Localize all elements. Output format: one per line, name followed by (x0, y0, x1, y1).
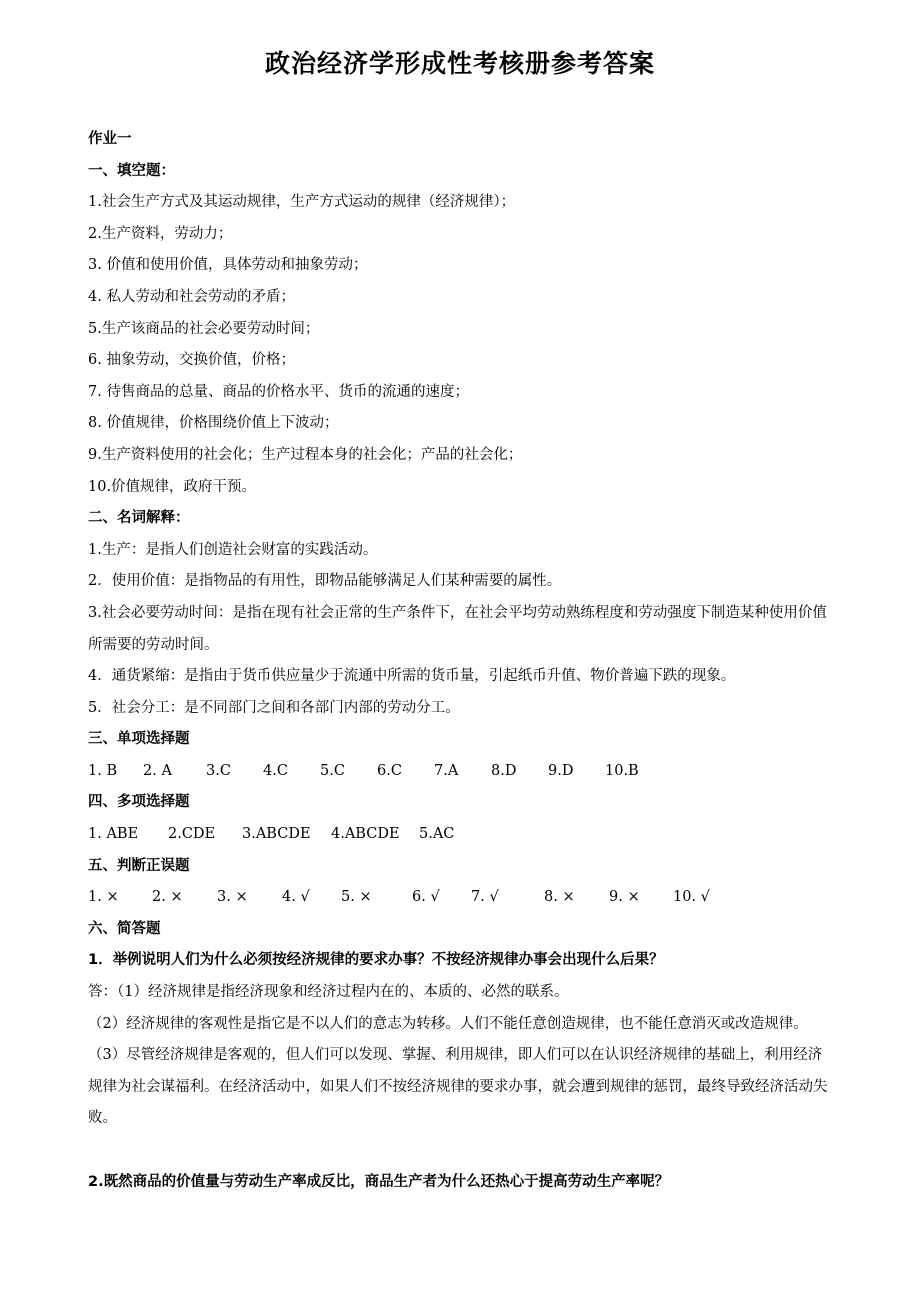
question-2: 2.既然商品的价值量与劳动生产率成反比，商品生产者为什么还热心于提高劳动生产率呢？ (88, 1173, 670, 1190)
assignment-heading: 作业一 (88, 131, 132, 147)
fill-blank-heading: 一、填空题： (88, 162, 175, 179)
answer-item: 7. √ (471, 889, 499, 906)
multi-choice-answers (88, 819, 833, 851)
term-item: 4．通货紧缩：是指由于货币供应量少于流通中所需的货币量，引起纸币升值、物价普遍下跌的现象。 (88, 668, 736, 685)
single-choice-heading: 三、单项选择题 (88, 731, 190, 748)
fill-blank-item: 7. 待售商品的总量、商品的价格水平、货币的流通的速度； (88, 383, 469, 400)
answer-1-paragraph: （2）经济规律的客观性是指它是不以人们的意志为转移。人们不能任意创造规律，也不能任意消灭或改造规律。 (88, 1015, 808, 1032)
term-item: 5．社会分工：是不同部门之间和各部门内部的劳动分工。 (88, 699, 460, 716)
answer-item: 3. × (217, 889, 248, 906)
answer-item: 1. B (88, 762, 118, 779)
fill-blank-item: 5.生产该商品的社会必要劳动时间； (88, 320, 320, 337)
answer-item: 9.D (548, 762, 574, 779)
question-1: 1．举例说明人们为什么必须按经济规律的要求办事？不按经济规律办事会出现什么后果？ (88, 952, 664, 969)
answer-item: 2. × (152, 889, 183, 906)
answer-1-paragraph: 答：（1）经济规律是指经济现象和经济过程内在的、本质的、必然的联系。 (88, 984, 569, 1001)
blank-line (88, 1135, 833, 1167)
true-false-heading: 五、判断正误题 (88, 857, 190, 874)
answer-item: 10.B (605, 762, 639, 779)
answer-item: 7.A (434, 762, 459, 779)
document-body (88, 124, 833, 1198)
answer-item: 8. × (544, 889, 575, 906)
answer-item: 6. √ (412, 889, 440, 906)
answer-item: 1. × (88, 889, 119, 906)
fill-blank-item: 6. 抽象劳动，交换价值，价格； (88, 352, 295, 369)
term-item: 1.生产：是指人们创造社会财富的实践活动。 (88, 541, 378, 558)
answer-item: 4.C (263, 762, 288, 779)
answer-item: 10. √ (673, 889, 710, 906)
answer-item: 4. √ (282, 889, 310, 906)
answer-item: 2. A (143, 762, 172, 779)
answer-item: 1. ABE (88, 826, 139, 843)
short-answer-heading: 六、简答题 (88, 920, 161, 937)
single-choice-answers (88, 756, 833, 788)
terms-heading: 二、名词解释： (88, 510, 190, 527)
answer-1-paragraph: （3）尽管经济规律是客观的，但人们可以发现、掌握、利用规律，即人们可以在认识经济规律的基础上，利用经济规律为社会谋福利。在经济活动中，如果人们不按经济规律的要求办事，就会遭到规律的惩罚，最终导致经济活动失败。 (88, 1047, 828, 1127)
answer-item: 5. × (341, 889, 372, 906)
fill-blank-item: 2.生产资料，劳动力； (88, 225, 233, 242)
answer-item: 2.CDE (168, 826, 216, 843)
fill-blank-item: 9.生产资料使用的社会化；生产过程本身的社会化；产品的社会化； (88, 446, 523, 463)
term-item: 2．使用价值：是指物品的有用性，即物品能够满足人们某种需要的属性。 (88, 573, 562, 590)
fill-blank-item: 1.社会生产方式及其运动规律，生产方式运动的规律（经济规律）； (88, 194, 516, 211)
answer-item: 6.C (377, 762, 402, 779)
answer-item: 4.ABCDE (331, 826, 400, 843)
answer-item: 9. × (609, 889, 640, 906)
answer-item: 5.AC (419, 826, 455, 843)
fill-blank-item: 8. 价值规律，价格围绕价值上下波动； (88, 415, 339, 432)
answer-item: 5.C (320, 762, 345, 779)
fill-blank-item: 3. 价值和使用价值，具体劳动和抽象劳动； (88, 257, 368, 274)
multi-choice-heading: 四、多项选择题 (88, 794, 190, 811)
answer-item: 3.C (206, 762, 231, 779)
term-item: 3.社会必要劳动时间：是指在现有社会正常的生产条件下，在社会平均劳动熟练程度和劳动强度下制造某种使用价值所需要的劳动时间。 (88, 604, 827, 653)
true-false-answers (88, 882, 833, 914)
fill-blank-item: 4. 私人劳动和社会劳动的矛盾； (88, 288, 295, 305)
fill-blank-item: 10.价值规律，政府干预。 (88, 478, 257, 495)
answer-item: 3.ABCDE (242, 826, 311, 843)
answer-item: 8.D (491, 762, 517, 779)
page-title: 政治经济学形成性考核册参考答案 (264, 49, 655, 78)
